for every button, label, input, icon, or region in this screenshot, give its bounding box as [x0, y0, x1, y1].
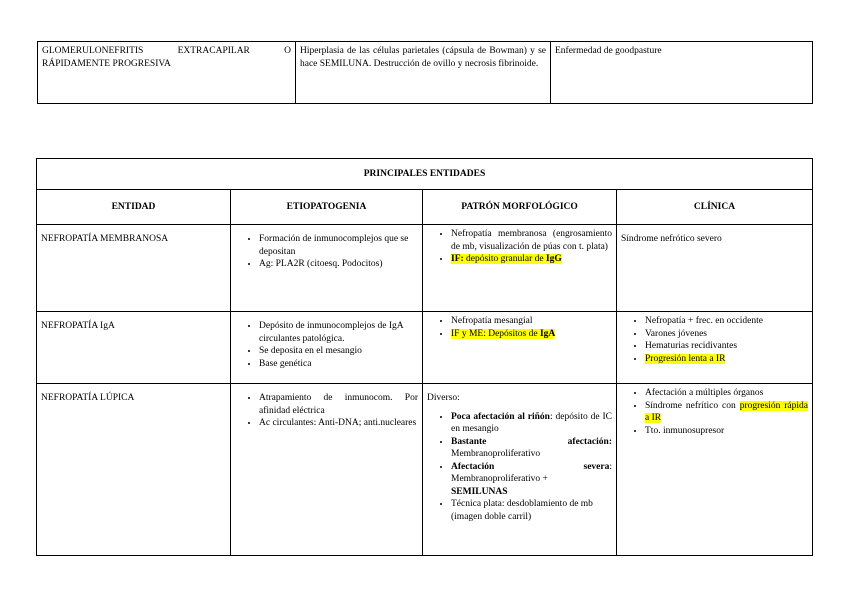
list-item: • Base genética — [259, 358, 418, 371]
list-item: • Tto. inmunosupresor — [645, 425, 808, 438]
list-item: • Nefropatía + frec. en occidente — [645, 315, 808, 328]
highlight-text: IF y ME: Depósitos de — [451, 328, 540, 339]
highlight-bold: IF: — [451, 254, 464, 264]
top-table — [37, 41, 813, 104]
column-header: CLÍNICA — [617, 190, 813, 225]
highlight-text: Progresión lenta a IR — [645, 353, 726, 364]
etiopathogenesis-cell — [231, 312, 423, 384]
item-bold: Afectación severa — [451, 461, 610, 472]
list-item: • Se deposita en el mesangio — [259, 345, 418, 358]
item-text: Síndrome nefrítico con — [645, 400, 740, 411]
list-item: • Afectación a múltiples órganos — [645, 387, 808, 400]
list-item: • Nefropatía membranosa (engrosamiento de mb, visualización de púas con t. plata) — [451, 228, 612, 253]
list-item: • Formación de inmunocomplejos que se depositan — [259, 233, 418, 258]
table-row — [37, 384, 813, 556]
clinical-cell: Síndrome nefrótico severo — [617, 225, 813, 312]
table-row — [38, 42, 813, 104]
list-item — [645, 353, 808, 366]
column-header: ENTIDAD — [37, 190, 231, 225]
list-item: • Depósito de inmunocomplejos de IgA circulantes patológica. — [259, 320, 418, 345]
description-cell: Hiperplasia de las células parietales (cápsula de Bowman) y se hace SEMILUNA. Destrucción de ovillo y necrosis fibrinoide. — [296, 42, 551, 104]
morphology-intro: Diverso: — [427, 393, 460, 403]
item-text: Membranoproliferativo — [451, 449, 541, 459]
list-item — [451, 328, 612, 341]
list-item — [645, 400, 808, 425]
disease-cell: Enfermedad de goodpasture — [551, 42, 813, 104]
list-item: • Nefropatía mesangial — [451, 315, 612, 328]
clinical-cell — [617, 384, 813, 556]
list-item — [451, 411, 612, 436]
table-title-row — [37, 159, 813, 190]
list-item — [451, 461, 612, 499]
highlight-bold: IgG — [545, 254, 562, 264]
highlight-bold: IgA — [539, 328, 556, 339]
list-item: • Atrapamiento de inmunocom. Por afinidad eléctrica — [259, 392, 418, 417]
highlight-text: depósito granular de — [463, 254, 546, 264]
item-text: : depósito de IC en mesangio — [451, 411, 612, 434]
entity-name: NEFROPATÍA MEMBRANOSA — [37, 225, 231, 312]
item-text: : Membranoproliferativo + — [451, 461, 612, 484]
clinical-cell — [617, 312, 813, 384]
list-item — [451, 253, 612, 266]
etiopathogenesis-cell — [231, 225, 423, 312]
list-item: • Hematurias recidivantes — [645, 340, 808, 353]
list-item: • Técnica plata: desdoblamiento de mb (imagen doble carril) — [451, 498, 612, 523]
highlight-text: progresión rápida a IR — [645, 400, 809, 423]
list-item: • Varones jóvenes — [645, 328, 808, 341]
column-header: PATRÓN MORFOLÓGICO — [423, 190, 617, 225]
list-item: • Ag: PLA2R (citoesq. Podocitos) — [259, 258, 418, 271]
table-header-row — [37, 190, 813, 225]
item-bold: Bastante afectación: — [451, 436, 612, 447]
item-bold: Poca afectación al riñón — [451, 411, 550, 422]
entity-cell: GLOMERULONEFRITIS EXTRACAPILAR O RÁPIDAMENTE PROGRESIVA — [38, 42, 296, 104]
entity-name: NEFROPATÍA LÚPICA — [37, 384, 231, 556]
main-table — [36, 158, 813, 556]
table-row — [37, 225, 813, 312]
list-item: • Ac circulantes: Anti-DNA; anti.nucleares — [259, 417, 418, 430]
morphology-cell — [423, 312, 617, 384]
column-header: ETIOPATOGENIA — [231, 190, 423, 225]
item-bold: SEMILUNAS — [451, 486, 508, 497]
table-title: PRINCIPALES ENTIDADES — [37, 159, 813, 190]
etiopathogenesis-cell — [231, 384, 423, 556]
morphology-cell — [423, 225, 617, 312]
morphology-cell — [423, 384, 617, 556]
table-row — [37, 312, 813, 384]
list-item — [451, 436, 612, 461]
entity-name: NEFROPATÍA IgA — [37, 312, 231, 384]
